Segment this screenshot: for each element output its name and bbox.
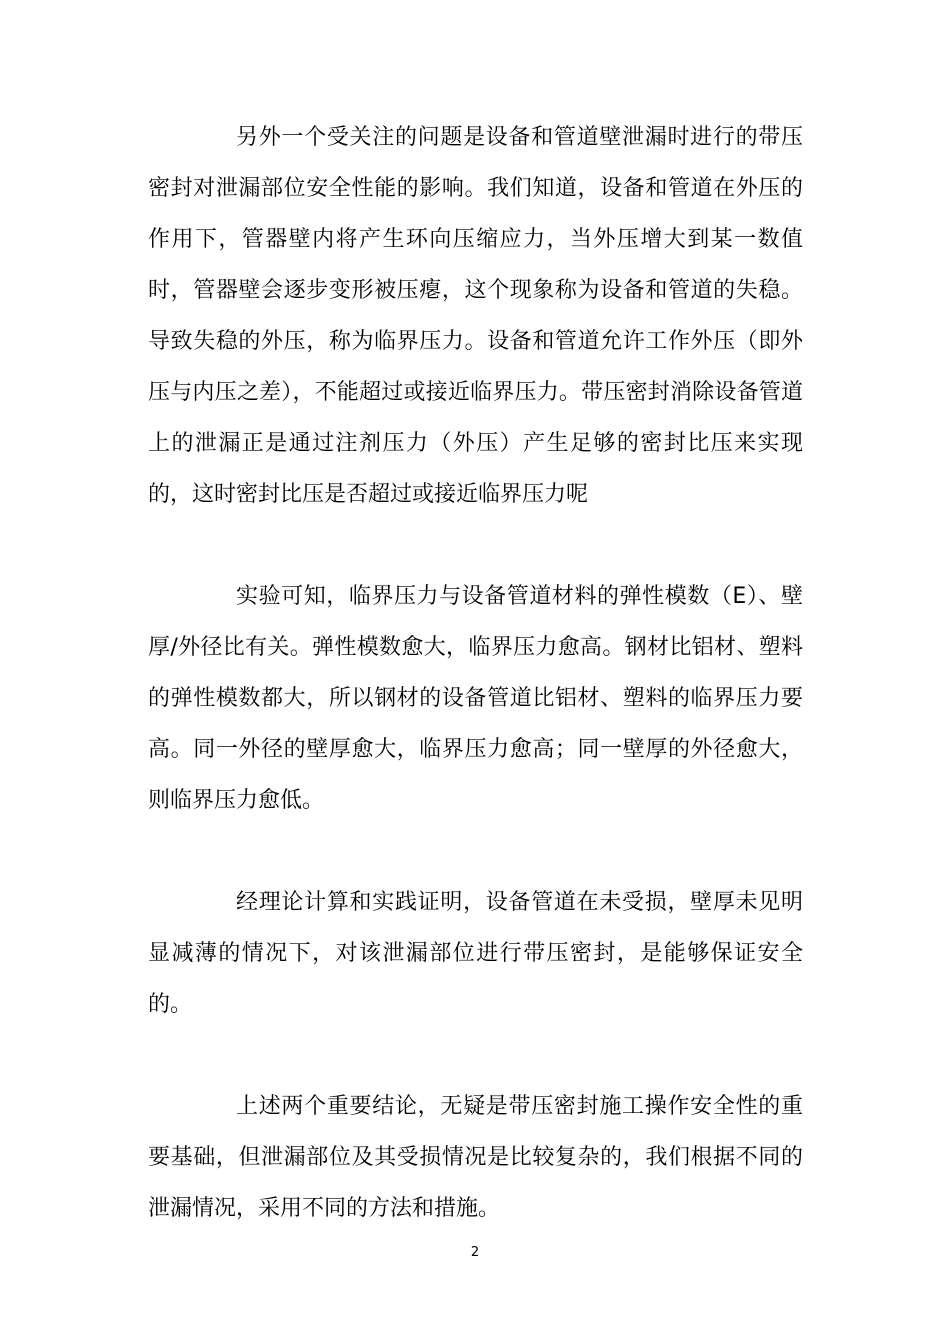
paragraph-4: 上述两个重要结论，无疑是带压密封施工操作安全性的重要基础，但泄漏部位及其受损情况是比较复杂的，我们根据不同的泄漏情况，采用不同的方法和措施。 [148,1094,803,1221]
paragraph-1: 另外一个受关注的问题是设备和管道壁泄漏时进行的带压密封对泄漏部位安全性能的影响。我们知道，设备和管道在外压的作用下，管器壁内将产生环向压缩应力，当外压增大到某一数值时，管器壁会逐步变形被压瘪，这个现象称为设备和管道的失稳。导致失稳的外压，称为临界压力。设备和管道允许工作外压（即外压与内压之差），不能超过或接近临界压力。带压密封消除设备管道上的泄漏正是通过注剂压力（外压）产生足够的密封比压来实现的，这时密封比压是否超过或接近临界压力呢 [148,125,803,507]
body-text [148,112,803,1285]
page-number: 2 [470,1245,480,1260]
paragraph-3: 经理论计算和实践证明，设备管道在未受损，壁厚未见明显减薄的情况下，对该泄漏部位进行带压密封，是能够保证安全的。 [148,890,803,1017]
paragraph-2: 实验可知，临界压力与设备管道材料的弹性模数（E）、壁厚/外径比有关。弹性模数愈大，临界压力愈高。钢材比铝材、塑料的弹性模数都大，所以钢材的设备管道比铝材、塑料的临界压力要高。同一外径的壁厚愈大，临界压力愈高；同一壁厚的外径愈大，则临界压力愈低。 [148,584,803,813]
